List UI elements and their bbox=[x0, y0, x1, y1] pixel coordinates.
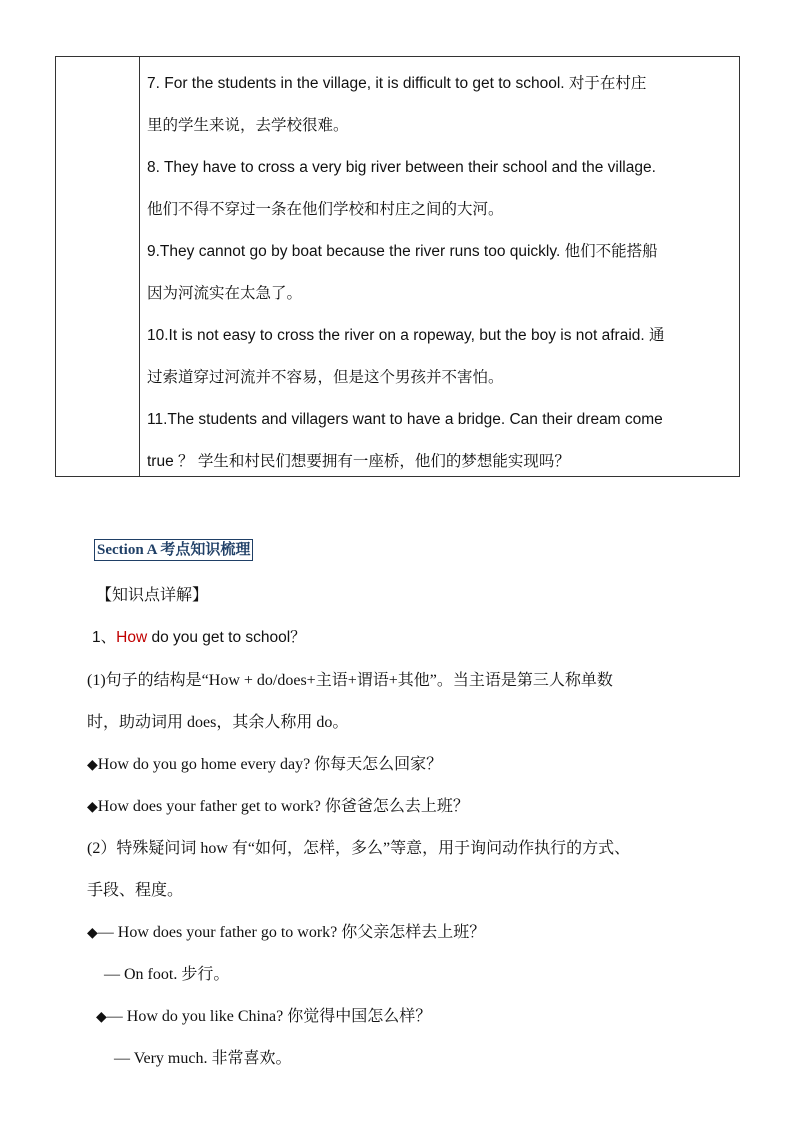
table-line: true ？ 学生和村民们想要拥有一座桥，他们的梦想能实现吗？ bbox=[147, 453, 570, 470]
table-line: 过索道穿过河流并不容易，但是这个男孩并不害怕。 bbox=[147, 369, 504, 386]
example-line bbox=[87, 751, 442, 774]
example-line bbox=[87, 919, 485, 942]
example-answer: — Very much. 非常喜欢。 bbox=[114, 1050, 292, 1067]
table-right-column bbox=[140, 57, 739, 476]
example-text: — How does your father go to work? 你父亲怎样去上班？ bbox=[97, 924, 486, 941]
section-title: Section A 考点知识梳理 bbox=[94, 539, 253, 561]
paragraph-line: 手段、程度。 bbox=[87, 882, 184, 899]
example-answer: — On foot. 步行。 bbox=[104, 966, 230, 983]
table-line: 8. They have to cross a very big river between their school and the village. bbox=[147, 159, 656, 176]
example-line bbox=[87, 793, 469, 816]
paragraph-line: 时，助动词用 does，其余人称用 do。 bbox=[87, 714, 349, 731]
table-left-column bbox=[56, 57, 140, 476]
subheading: 【知识点详解】 bbox=[96, 587, 209, 604]
table-line: 7. For the students in the village, it is difficult to get to school. 对于在村庄 bbox=[147, 75, 647, 92]
example-line bbox=[96, 1003, 431, 1026]
example-text: How does your father get to work? 你爸爸怎么去上班？ bbox=[97, 798, 469, 815]
diamond-bullet-icon: ◆ bbox=[87, 925, 98, 941]
point-question: do you get to school？ bbox=[147, 629, 306, 646]
table-line: 9.They cannot go by boat because the river runs too quickly. 他们不能搭船 bbox=[147, 243, 658, 260]
table-line: 他们不得不穿过一条在他们学校和村庄之间的大河。 bbox=[147, 201, 504, 218]
table-line: 里的学生来说，去学校很难。 bbox=[147, 117, 349, 134]
diamond-bullet-icon: ◆ bbox=[96, 1009, 107, 1025]
diamond-bullet-icon: ◆ bbox=[87, 757, 98, 773]
paragraph-line: (2）特殊疑问词 how 有“如何，怎样，多么”等意，用于询问动作执行的方式、 bbox=[87, 840, 631, 857]
example-text: How do you go home every day? 你每天怎么回家？ bbox=[97, 756, 443, 773]
point-keyword: How bbox=[116, 629, 148, 646]
sentence-table bbox=[55, 56, 740, 477]
diamond-bullet-icon: ◆ bbox=[87, 799, 98, 815]
paragraph-line: (1)句子的结构是“How + do/does+主语+谓语+其他”。当主语是第三人称单数 bbox=[87, 672, 613, 689]
table-line: 11.The students and villagers want to have a bridge. Can their dream come bbox=[147, 411, 663, 428]
point-heading bbox=[92, 625, 306, 647]
table-line: 10.It is not easy to cross the river on a ropeway, but the boy is not afraid. 通 bbox=[147, 327, 665, 344]
example-text: — How do you like China? 你觉得中国怎么样？ bbox=[106, 1008, 432, 1025]
point-number: 1、 bbox=[92, 629, 117, 646]
table-line: 因为河流实在太急了。 bbox=[147, 285, 303, 302]
